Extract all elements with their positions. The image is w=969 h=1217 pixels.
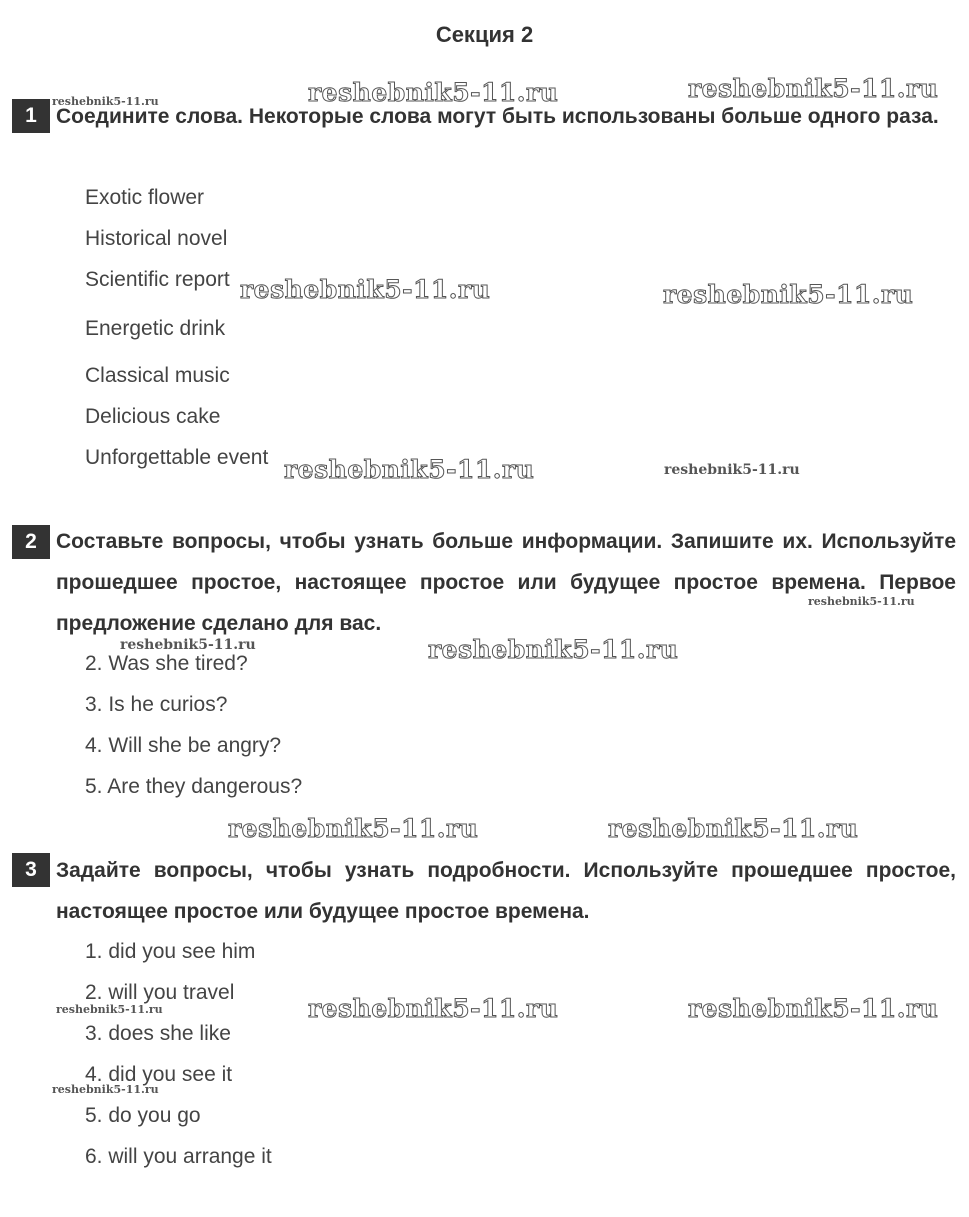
watermark: reshebnik5-11.ru xyxy=(308,78,559,107)
watermark: reshebnik5-11.ru xyxy=(428,635,679,664)
task-1-item: Exotic flower xyxy=(85,186,205,209)
watermark: reshebnik5-11.ru xyxy=(52,95,159,108)
task-1-item: Historical novel xyxy=(85,227,228,250)
watermark: reshebnik5-11.ru xyxy=(663,280,914,309)
watermark: reshebnik5-11.ru xyxy=(664,462,800,478)
page-title: Секция 2 xyxy=(435,22,534,47)
task-1-number: 1 xyxy=(12,99,50,133)
task-1-item: Classical music xyxy=(85,364,230,387)
watermark: reshebnik5-11.ru xyxy=(56,1003,163,1016)
task-3-item: 2. will you travel xyxy=(85,981,235,1004)
watermark: reshebnik5-11.ru xyxy=(808,595,915,608)
task-3-number: 3 xyxy=(12,853,50,887)
task-2-item: 2. Was she tired? xyxy=(85,652,248,675)
task-3-item: 1. did you see him xyxy=(85,940,256,963)
task-3-item: 4. did you see it xyxy=(85,1063,233,1086)
task-3-instruction: Задайте вопросы, чтобы узнать подробности. Используйте прошедшее простое, настоящее простое или будущее простое времена. xyxy=(56,859,956,923)
task-3-item: 3. does she like xyxy=(85,1022,231,1045)
task-2-instruction: Составьте вопросы, чтобы узнать больше информации. Запишите их. Используйте прошедшее простое, настоящее простое или будущее простое времена. Первое предложение сделано для вас. xyxy=(56,530,956,635)
watermark: reshebnik5-11.ru xyxy=(284,455,535,484)
task-1-instruction: Соедините слова. Некоторые слова могут быть использованы больше одного раза. xyxy=(56,105,939,128)
watermark: reshebnik5-11.ru xyxy=(688,994,939,1023)
task-1-item: Energetic drink xyxy=(85,317,226,340)
task-1-item: Delicious cake xyxy=(85,405,221,428)
task-3-item: 5. do you go xyxy=(85,1104,201,1127)
task-1-item: Scientific report xyxy=(85,268,230,291)
watermark: reshebnik5-11.ru xyxy=(308,994,559,1023)
task-2-item: 4. Will she be angry? xyxy=(85,734,282,757)
task-1-item: Unforgettable event xyxy=(85,446,269,469)
watermark: reshebnik5-11.ru xyxy=(608,814,859,843)
task-2-item: 5. Are they dangerous? xyxy=(85,775,303,798)
watermark: reshebnik5-11.ru xyxy=(120,637,256,653)
task-2-number: 2 xyxy=(12,525,50,559)
task-3-item: 6. will you arrange it xyxy=(85,1145,272,1168)
watermark: reshebnik5-11.ru xyxy=(688,74,939,103)
task-2-item: 3. Is he curios? xyxy=(85,693,228,716)
watermark: reshebnik5-11.ru xyxy=(52,1083,159,1096)
watermark: reshebnik5-11.ru xyxy=(228,814,479,843)
watermark: reshebnik5-11.ru xyxy=(240,275,491,304)
